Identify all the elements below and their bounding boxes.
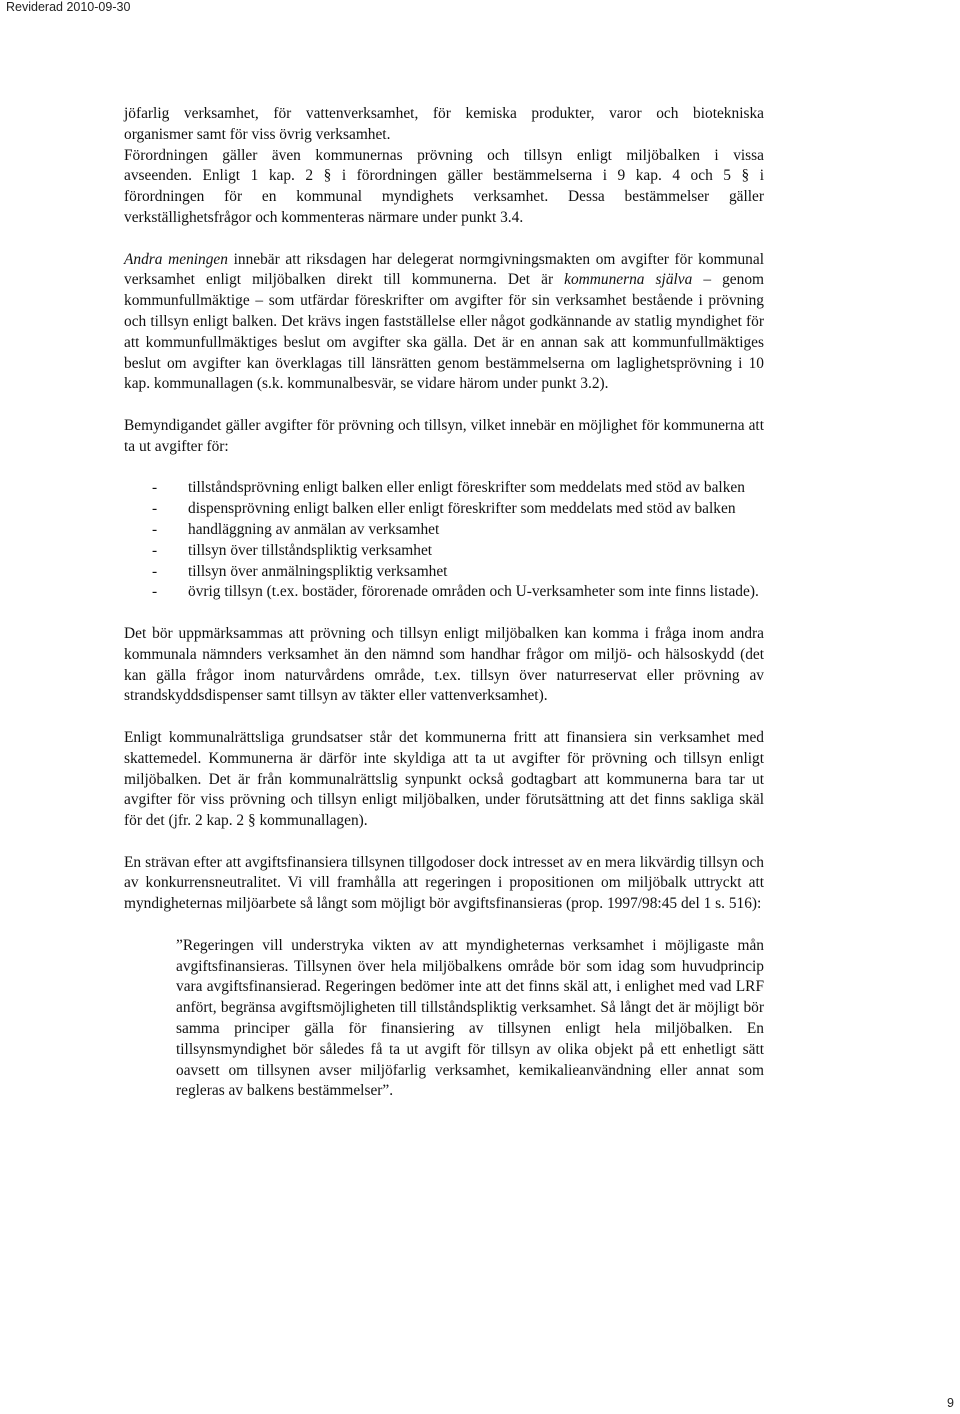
list-item-text: tillståndsprövning enligt balken eller enligt föreskrifter som meddelats med stöd av balken	[188, 479, 745, 497]
dash-bullet: -	[152, 520, 158, 538]
list-item	[124, 499, 764, 520]
paragraph-text: – genom kommunfullmäktige – som utfärdar föreskrifter om avgifter för sin verksamhet bestående i prövning och tillsyn enligt balken. Det krävs ingen fastställelse eller något godkännande av statlig myndighet för att kommunfullmäktiges beslut om avgifter ska gälla. Det är en annan sak att kommunfullmäktiges beslut om avgifter kan överklagas till länsrätten genom bestämmelserna om laglighetsprövning i 10 kap. kommunallagen (s.k. kommunalbesvär, se vidare härom under punkt 3.2).	[124, 271, 764, 393]
fee-list	[124, 478, 764, 603]
dash-bullet: -	[152, 479, 158, 497]
text-line: förordningen för en kommunal myndighets verksamhet. Dessa bestämmelser gäller	[124, 188, 764, 206]
list-item-text: tillsyn över tillståndspliktig verksamhet	[188, 541, 433, 559]
revision-header: Reviderad 2010-09-30	[6, 0, 131, 14]
list-item	[124, 582, 764, 603]
list-item	[124, 520, 764, 541]
paragraph-financing: Enligt kommunalrättsliga grundsatser står det kommunerna fritt att finansiera sin verksamhet med skattemedel. Kommunerna är därför inte skyldiga att ta ut avgifter för prövning och tillsyn enligt miljöbalken. Det är från kommunalrättslig synpunkt också godtagbart att kommunerna bara tar ut avgifter för viss prövning och tillsyn enligt miljöbalken, under förutsättning att det finns sakliga skäl för det (jfr. 2 kap. 2 § kommunallagen).	[124, 728, 764, 830]
list-item	[124, 541, 764, 562]
list-item-text: övrig tillsyn (t.ex. bostäder, förorenade områden och U-verksamheter som inte finns listade).	[188, 583, 759, 601]
italic-term: kommunerna själva	[564, 271, 693, 289]
dash-bullet: -	[152, 583, 158, 601]
paragraph-intro	[124, 104, 764, 229]
dash-bullet: -	[152, 541, 158, 559]
document-body	[124, 104, 764, 1102]
paragraph-other-committees: Det bör uppmärksammas att prövning och tillsyn enligt miljöbalken kan komma i fråga inom andra kommunala nämnders verksamhet än den nämnd som handhar frågor om miljö- och hälsoskydd (det kan gälla frågor inom naturvårdens område, t.ex. tillsyn över naturreservat eller prövning av strandskyddsdispenser samt tillsyn av täkter eller vattenverksamhet).	[124, 624, 764, 705]
dash-bullet: -	[152, 500, 158, 518]
paragraph-delegation	[124, 250, 764, 396]
text-line: Förordningen gäller även kommunernas prövning och tillsyn enligt miljöbalken i vissa	[124, 146, 764, 164]
paragraph-text: innebär att riksdagen har delegerat normgivningsmakten om avgifter för kommunal verksamhet enligt miljöbalken direkt till kommunerna. Det är	[124, 250, 764, 289]
text-line: verkställighetsfrågor och kommenteras närmare under punkt 3.4.	[124, 208, 524, 226]
text-line: jöfarlig verksamhet, för vattenverksamhet, för kemiska produkter, varor och biotekniska	[124, 105, 764, 122]
list-item-text: tillsyn över anmälningspliktig verksamhet	[188, 562, 448, 580]
block-quote: ”Regeringen vill understryka vikten av att myndigheternas verksamhet i möjligaste mån avgiftsfinansieras. Tillsynen över hela miljöbalkens område bör som idag som huvudprincip vara avgiftsfinansierad. Regeringen bedömer inte att det finns skäl att, i enlighet med vad LRF anfört, begränsa avgiftsmöjligheten till tillståndspliktig verksamhet. Så långt det är möjligt bör samma principer gälla för finansiering av tillsynen enligt hela miljöbalken. En tillsynsmyndighet bör således få ta ut avgift för tillsyn av olika objekt på ett enhetligt sätt oavsett om tillsynen avser miljöfarlig verksamhet, kemikalieanvändning eller annat som regleras av balkens bestämmelser”.	[176, 936, 764, 1100]
dash-bullet: -	[152, 562, 158, 580]
italic-term: Andra meningen	[124, 250, 228, 268]
text-line: avseenden. Enligt 1 kap. 2 § i förordningen gäller bestämmelserna i 9 kap. 4 och 5 § i	[124, 167, 764, 185]
text-line: organismer samt för viss övrig verksamhet.	[124, 125, 391, 143]
list-item-text: handläggning av anmälan av verksamhet	[188, 520, 440, 538]
paragraph-authorization: Bemyndigandet gäller avgifter för prövning och tillsyn, vilket innebär en möjlighet för kommunerna att ta ut avgifter för:	[124, 416, 764, 455]
list-item-text: dispensprövning enligt balken eller enligt föreskrifter som meddelats med stöd av balken	[188, 500, 736, 518]
list-item	[124, 562, 764, 583]
list-item	[124, 478, 764, 499]
paragraph-fee-financing: En strävan efter att avgiftsfinansiera tillsynen tillgodoser dock intresset av en mera likvärdig tillsyn och av konkurrensneutralitet. Vi vill framhålla att regeringen i propositionen om miljöbalk uttryckt att myndigheternas miljöarbete så långt som möjligt bör avgiftsfinansieras (prop. 1997/98:45 del 1 s. 516):	[124, 853, 764, 913]
page-number: 9	[947, 1396, 954, 1410]
